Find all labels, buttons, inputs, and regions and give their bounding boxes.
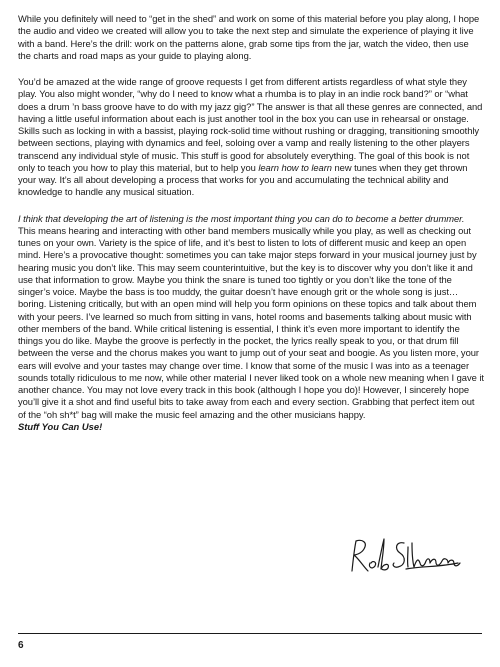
- paragraph-intro-text: While you definitely will need to “get in the shed” and work on some of this material before you play along, I hope the audio and video we created will allow you to take the next step and simulate the experience of playing it live with a band. Here’s the drill: work on the patterns alone, grab some tips from the jar, watch the video, then use the charts and road maps as your guide to playing along.: [18, 13, 480, 61]
- page-body: [18, 13, 484, 433]
- closing-line: Stuff You Can Use!: [18, 420, 103, 432]
- paragraph-groove-requests-emphasis: learn how to learn: [258, 161, 332, 173]
- footer-rule: [18, 633, 482, 634]
- paragraph-listening-text: This means hearing and interacting with other band members musically while you play, as well as checking out tunes on your own. Variety is the spice of life, and it’s best to listen to lots of different music and keep an open mind. Here’s a provocative thought: sometimes you can take major steps forward in your musical journey just by hearing music you don’t like. This may seem counterintuitive, but the key is to discover why you don’t like it and use that information to grow. Maybe you think the snare is tuned too tightly or you don’t like the tone of the singer’s voice. Maybe the bass is too muddy, the guitar doesn’t have enough grit or the whole song is just…boring. Listening critically, but with an open mind will help you form opinions on these topics and talk about them with your peers. I’ve learned so much from sitting in vans, hotel rooms and basements talking about music with other members of the band. While critical listening is essential, I think it’s even more important to identify the things you do like. Maybe the groove is perfectly in the pocket, the lyrics really speak to you, or that drum fill between the verse and the chorus makes you want to jump out of your seat and boogie. As you listen more, your ears will evolve and your tastes may change over time. I know that some of the music I was into as a teenager sounds totally ridiculous to me now, while other material I never liked took on a whole new meaning when I gave it another chance. You may not love every track in this book (although I hope you do)! However, I sincerely hope you’ll give it a shot and find useful bits to take away from each and every section. Grabbing that perfect item out of the “oh sh*t” bag will make the music feel amazing and the other musicians happy.: [18, 224, 484, 420]
- handwritten-signature-icon: [344, 533, 464, 583]
- paragraph-listening: [18, 213, 484, 421]
- paragraph-intro: [18, 13, 484, 62]
- page-number: 6: [18, 640, 24, 651]
- paragraph-groove-requests-text-a: You’d be amazed at the wide range of groove requests I get from different artists regardless of what style they play. You also might wonder, “why do I need to know what a rhumba is to play in an indie rock band?” or “what does a drum ’n bass groove have to do with my jazz gig?” The answer is that all these genres are connected, and having a little useful information about each is just another tool in the box you can use in rehearsal or onstage. Skills such as locking in with a bassist, playing rock-solid time without rushing or dragging, transitioning smoothly between sections, playing with dynamics and feel, soloing over a vamp and really listening to the other players transcend any individual style of music. This stuff is good for absolutely everything. The goal of this book is not only to teach you how to play this material, but to help you: [18, 76, 483, 173]
- paragraph-groove-requests: [18, 76, 484, 199]
- paragraph-listening-emphasis: I think that developing the art of listening is the most important thing you can do to become a better drummer.: [18, 212, 465, 224]
- paragraph-groove-requests-text-b: new tunes when they get thrown your way. It’s all about developing a process that works for you and accumulating the technical ability and knowledge to handle any musical situation.: [18, 161, 468, 198]
